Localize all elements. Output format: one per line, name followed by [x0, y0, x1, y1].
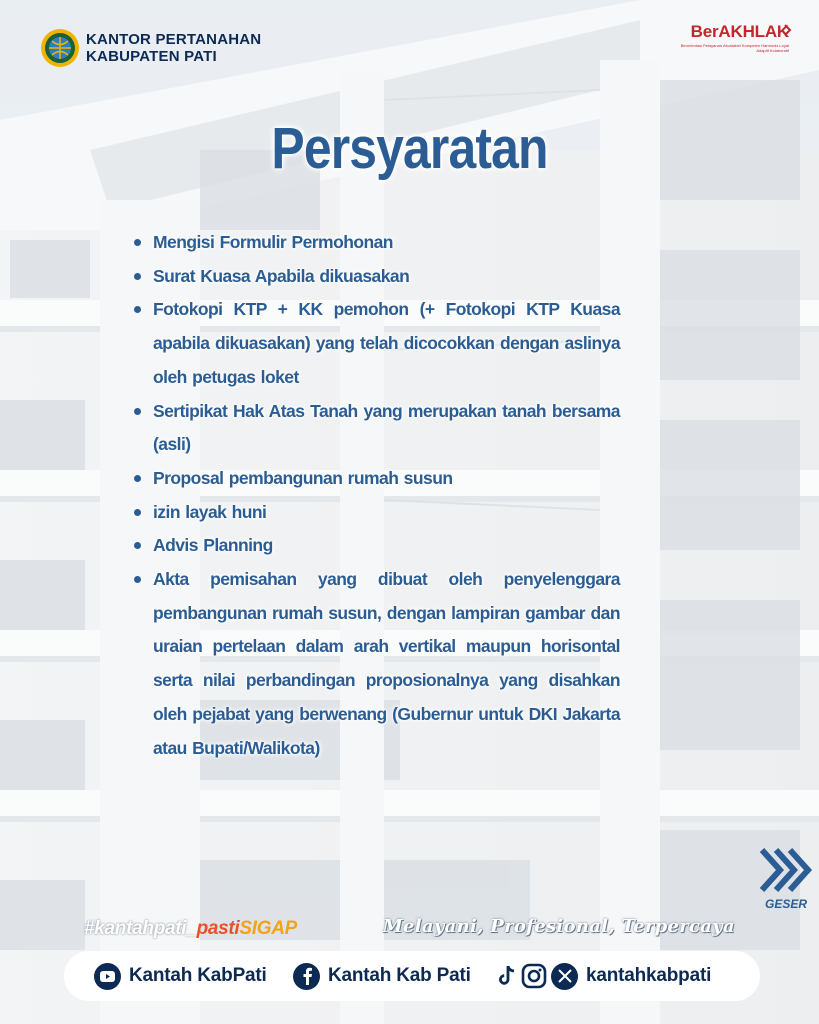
- office-line2: KABUPATEN PATI: [86, 48, 217, 65]
- list-item: Advis Planning: [130, 529, 620, 563]
- requirements-list: [130, 226, 620, 765]
- instagram-icon: [521, 963, 547, 989]
- social-bar: [64, 951, 760, 1001]
- bullet-icon: [134, 408, 141, 415]
- facebook-link[interactable]: [293, 951, 471, 1001]
- motto: Melayani, Profesional, Terpercaya: [382, 916, 735, 937]
- youtube-icon: [94, 963, 121, 990]
- double-chevron-right-icon: [758, 846, 814, 894]
- swipe-label: GESER: [764, 897, 807, 911]
- list-item: Akta pemisahan yang dibuat oleh penyelenggara pembangunan rumah susun, dengan lampiran gambar dan uraian pertelaan dalam arah vertikal maupun horisontal serta nilai perbandingan proposionalnya yang disahkan oleh pejabat yang berwenang (Gubernur untuk DKI Jakarta atau Bupati/Walikota): [130, 563, 620, 765]
- list-item: Surat Kuasa Apabila dikuasakan: [130, 260, 620, 294]
- berakhlak-tagline: Berorientasi Pelayanan Akuntabel Kompeten Harmonis Loyal Adaptif Kolaboratif: [680, 43, 789, 53]
- bullet-icon: [134, 576, 141, 583]
- bullet-icon: [134, 306, 141, 313]
- office-line1: KANTOR PERTANAHAN: [86, 31, 262, 48]
- youtube-link[interactable]: [94, 951, 267, 1001]
- bullet-icon: [134, 542, 141, 549]
- facebook-label: Kantah Kab Pati: [328, 965, 471, 986]
- swipe-next-button[interactable]: [756, 846, 816, 911]
- list-item: Mengisi Formulir Permohonan: [130, 226, 620, 260]
- social-handle-link[interactable]: [496, 951, 711, 1001]
- x-icon: [551, 963, 578, 990]
- list-item: Fotokopi KTP + KK pemohon (+ Fotokopi KTP Kuasa apabila dikuasakan) yang telah dicocokkan dengan aslinya oleh petugas loket: [130, 293, 620, 394]
- hashtag: #kantahpati_pastiSIGAP: [84, 918, 298, 939]
- office-logo: [40, 28, 261, 68]
- bullet-icon: [134, 509, 141, 516]
- berakhlak-word: BerAKHLAK: [690, 22, 789, 41]
- list-item: Sertipikat Hak Atas Tanah yang merupakan tanah bersama (asli): [130, 395, 620, 462]
- social-handle-label: kantahkabpati: [586, 965, 712, 986]
- bullet-icon: [134, 475, 141, 482]
- list-item: izin layak huni: [130, 496, 620, 530]
- facebook-icon: [293, 963, 320, 990]
- youtube-label: Kantah KabPati: [129, 965, 267, 986]
- list-item: Proposal pembangunan rumah susun: [130, 462, 620, 496]
- seal-logo-icon: [40, 28, 80, 68]
- chevron-right-icon: [783, 24, 793, 36]
- office-name: [86, 31, 261, 65]
- bullet-icon: [134, 273, 141, 280]
- page-title: Persyaratan: [271, 116, 548, 181]
- bullet-icon: [134, 239, 141, 246]
- berakhlak-logo: [679, 22, 789, 53]
- tiktok-icon: [496, 964, 518, 988]
